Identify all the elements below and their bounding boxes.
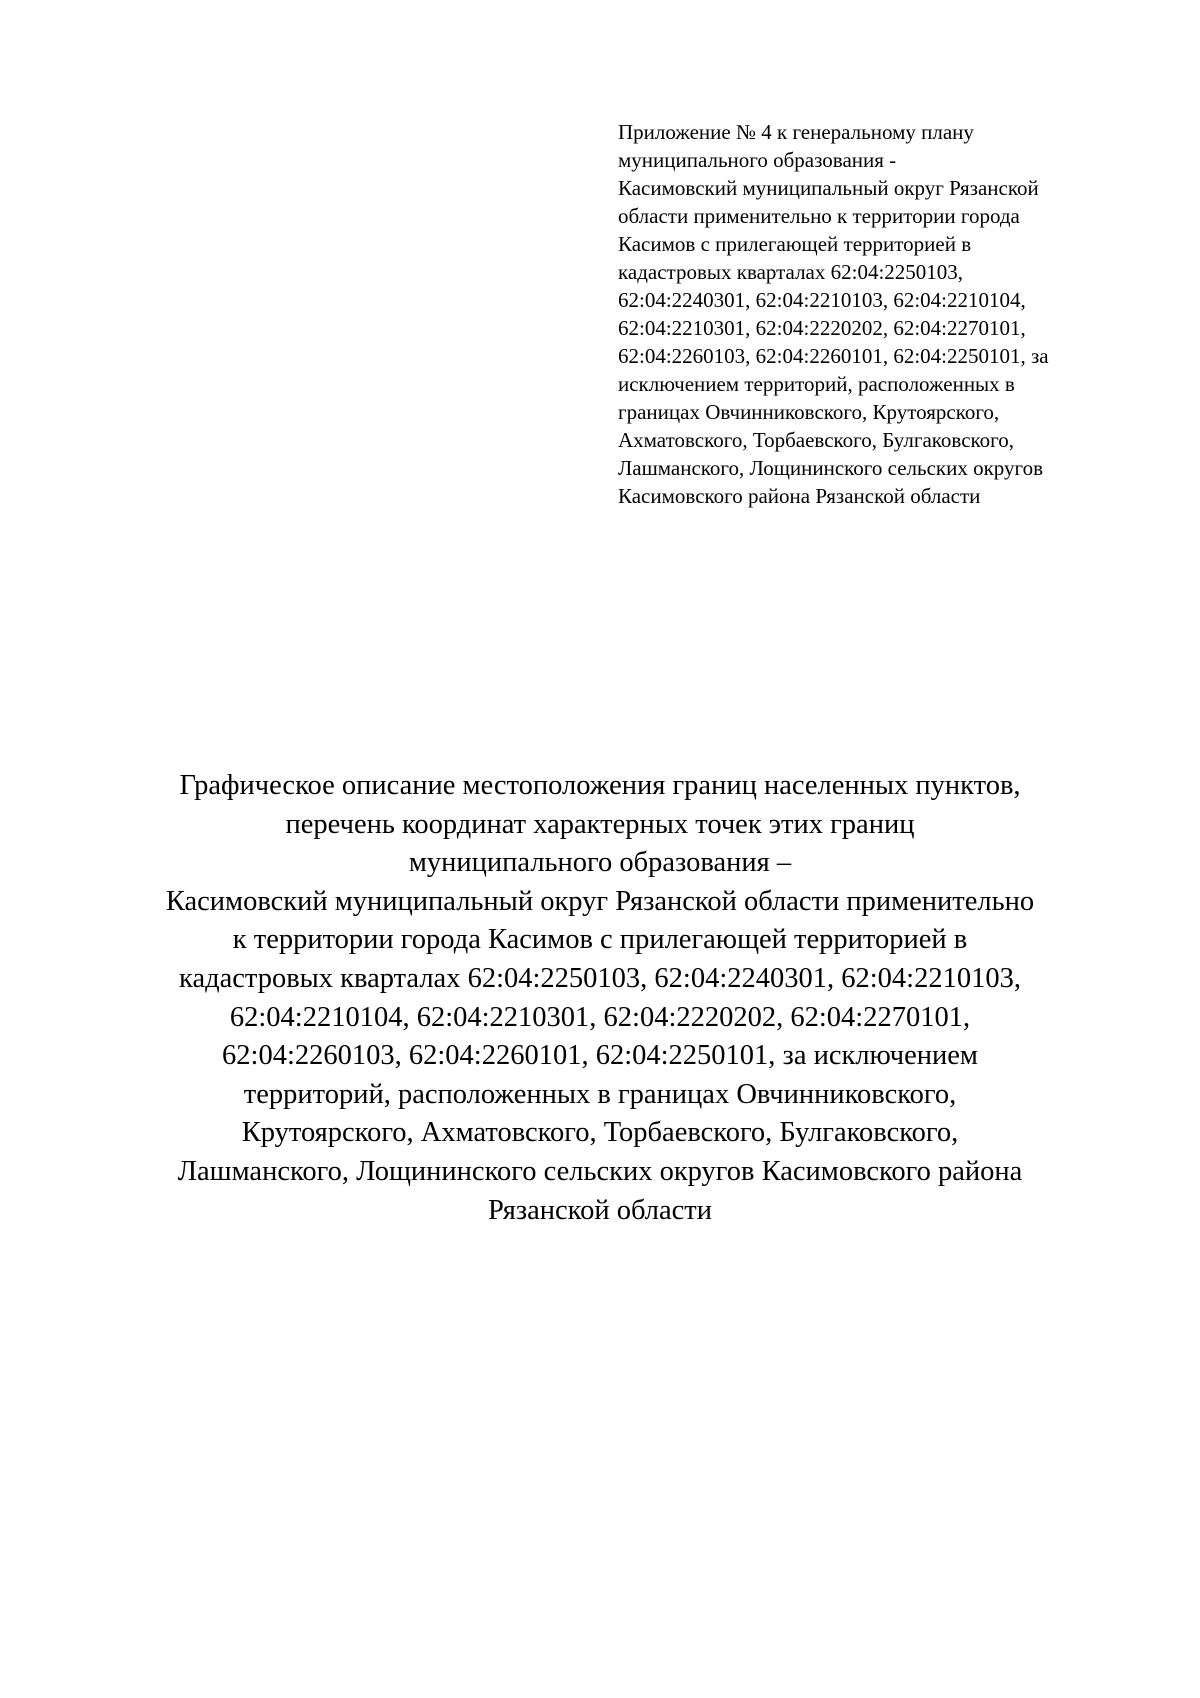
title-line: Касимовский муниципальный округ Рязанской области применительно <box>165 885 1035 917</box>
appendix-line: Ахматовского, Торбаевского, Булгаковского, <box>618 428 1014 452</box>
title-line: территорий, расположенных в границах Овчинниковского, <box>243 1078 957 1110</box>
title-line: Лашманского, Лощининского сельских округов Касимовского района <box>177 1155 1023 1187</box>
appendix-line: области применительно к территории города <box>618 204 1020 228</box>
title-line: кадастровых кварталах 62:04:2250103, 62:04:2240301, 62:04:2210103, <box>179 962 1021 994</box>
appendix-line: Касимов с прилегающей территорией в <box>618 232 972 256</box>
appendix-line: 62:04:2210301, 62:04:2220202, 62:04:2270101, <box>618 316 1026 340</box>
title-line: Крутоярского, Ахматовского, Торбаевского, Булгаковского, <box>241 1117 959 1149</box>
appendix-line: границах Овчинниковского, Крутоярского, <box>618 400 1000 424</box>
title-line: перечень координат характерных точек этих границ <box>285 808 915 840</box>
appendix-line: Касимовского района Рязанской области <box>618 484 981 508</box>
appendix-note <box>618 118 1138 510</box>
appendix-line: 62:04:2260103, 62:04:2260101, 62:04:2250101, за <box>618 344 1049 368</box>
appendix-line: 62:04:2240301, 62:04:2210103, 62:04:2210104, <box>618 288 1026 312</box>
title-line: муниципального образования – <box>408 847 792 879</box>
title-line: 62:04:2210104, 62:04:2210301, 62:04:2220202, 62:04:2270101, <box>229 1001 971 1033</box>
title-line: Графическое описание местоположения границ населенных пунктов, <box>179 770 1021 801</box>
title-line: 62:04:2260103, 62:04:2260101, 62:04:2250101, за исключением <box>222 1040 978 1072</box>
title-line: к территории города Касимов с прилегающей территорией в <box>232 924 968 956</box>
appendix-line: муниципального образования - <box>618 148 897 172</box>
appendix-line: Лашманского, Лощининского сельских округов <box>618 456 1044 480</box>
appendix-line: кадастровых кварталах 62:04:2250103, <box>618 260 964 284</box>
title-line: Рязанской области <box>488 1194 712 1226</box>
appendix-line: Приложение № 4 к генеральному плану <box>618 120 974 144</box>
appendix-line: Касимовский муниципальный округ Рязанской <box>618 176 1039 200</box>
document-title <box>100 767 1100 1230</box>
appendix-line: исключением территорий, расположенных в <box>618 372 1015 396</box>
